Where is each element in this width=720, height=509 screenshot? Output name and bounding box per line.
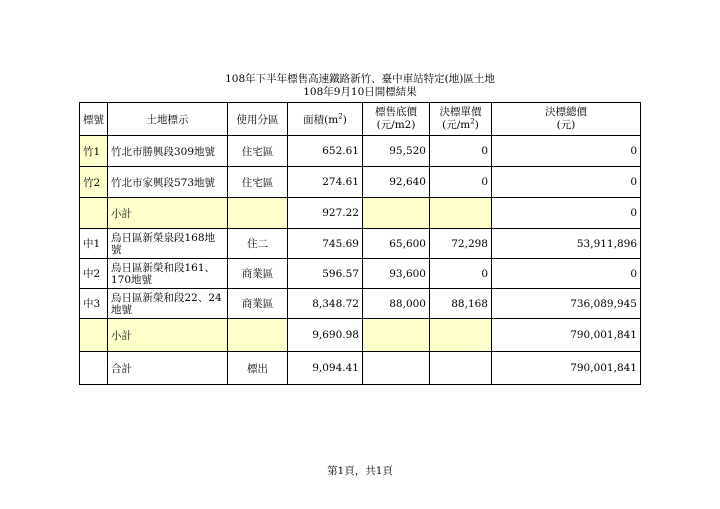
cell-unit <box>430 198 492 229</box>
cell-total: 0 <box>492 167 641 198</box>
cell-unit: 0 <box>430 259 492 289</box>
cell-zone: 商業區 <box>228 289 288 319</box>
page-number: 第1頁，共1頁 <box>327 465 393 477</box>
cell-area: 652.61 <box>288 136 363 167</box>
header-total-price: 決標總價 (元) <box>492 103 641 136</box>
cell-zone <box>228 198 288 229</box>
table-row <box>80 167 641 198</box>
cell-area: 8,348.72 <box>288 289 363 319</box>
cell-area: 745.69 <box>288 229 363 259</box>
cell-base <box>363 352 430 385</box>
table-row <box>80 259 641 289</box>
cell-zone: 住宅區 <box>228 136 288 167</box>
cell-base: 95,520 <box>363 136 430 167</box>
cell-base: 65,600 <box>363 229 430 259</box>
cell-area: 9,690.98 <box>288 319 363 352</box>
cell-base: 88,000 <box>363 289 430 319</box>
cell-base: 93,600 <box>363 259 430 289</box>
cell-total: 736,089,945 <box>492 289 641 319</box>
cell-base <box>363 319 430 352</box>
header-row <box>80 103 641 136</box>
header-lot-no: 標號 <box>80 103 108 136</box>
cell-total: 0 <box>492 259 641 289</box>
cell-unit: 0 <box>430 136 492 167</box>
cell-unit: 88,168 <box>430 289 492 319</box>
cell-zone <box>228 319 288 352</box>
cell-lot <box>80 319 108 352</box>
cell-zone: 住二 <box>228 229 288 259</box>
cell-total: 53,911,896 <box>492 229 641 259</box>
cell-lot: 中2 <box>80 259 108 289</box>
table-row <box>80 229 641 259</box>
document-subtitle: 108年9月10日開標結果 <box>303 86 417 98</box>
cell-lot: 中1 <box>80 229 108 259</box>
header-base-price: 標售底價 (元/m2) <box>363 103 430 136</box>
cell-desc: 竹北市家興段573地號 <box>108 167 228 198</box>
subtotal-row <box>80 319 641 352</box>
cell-total: 790,001,841 <box>492 352 641 385</box>
cell-desc: 小計 <box>108 319 228 352</box>
cell-total: 790,001,841 <box>492 319 641 352</box>
cell-lot: 竹2 <box>80 167 108 198</box>
header-area: 面積$(m^2)$ <box>288 103 363 136</box>
header-land-desc: 土地標示 <box>108 103 228 136</box>
cell-desc: 小計 <box>108 198 228 229</box>
cell-lot: 竹1 <box>80 136 108 167</box>
cell-zone: 標出 <box>228 352 288 385</box>
cell-area: 596.57 <box>288 259 363 289</box>
cell-base <box>363 198 430 229</box>
cell-base: 92,640 <box>363 167 430 198</box>
cell-unit: 0 <box>430 167 492 198</box>
cell-desc: 烏日區新榮和段22、24地號 <box>108 289 228 319</box>
cell-lot: 中3 <box>80 289 108 319</box>
cell-unit: 72,298 <box>430 229 492 259</box>
cell-desc: 合計 <box>108 352 228 385</box>
cell-desc: 烏日區新榮泉段168地號 <box>108 229 228 259</box>
cell-desc: 烏日區新榮和段161、170地號 <box>108 259 228 289</box>
table-row <box>80 289 641 319</box>
cell-lot <box>80 198 108 229</box>
cell-total: 0 <box>492 198 641 229</box>
cell-area: 9,094.41 <box>288 352 363 385</box>
cell-unit <box>430 352 492 385</box>
header-unit-price: 決標單價 (元$/m^2$) <box>430 103 492 136</box>
subtotal-row <box>80 198 641 229</box>
cell-unit <box>430 319 492 352</box>
cell-desc: 竹北市勝興段309地號 <box>108 136 228 167</box>
cell-zone: 商業區 <box>228 259 288 289</box>
header-zone: 使用分區 <box>228 103 288 136</box>
cell-total: 0 <box>492 136 641 167</box>
grand-total-row <box>80 352 641 385</box>
cell-zone: 住宅區 <box>228 167 288 198</box>
bid-results-table <box>79 102 641 385</box>
cell-lot <box>80 352 108 385</box>
cell-area: 927.22 <box>288 198 363 229</box>
table-row <box>80 136 641 167</box>
cell-area: 274.61 <box>288 167 363 198</box>
document-title: 108年下半年標售高速鐵路新竹、臺中車站特定(地)區土地 <box>225 73 495 85</box>
